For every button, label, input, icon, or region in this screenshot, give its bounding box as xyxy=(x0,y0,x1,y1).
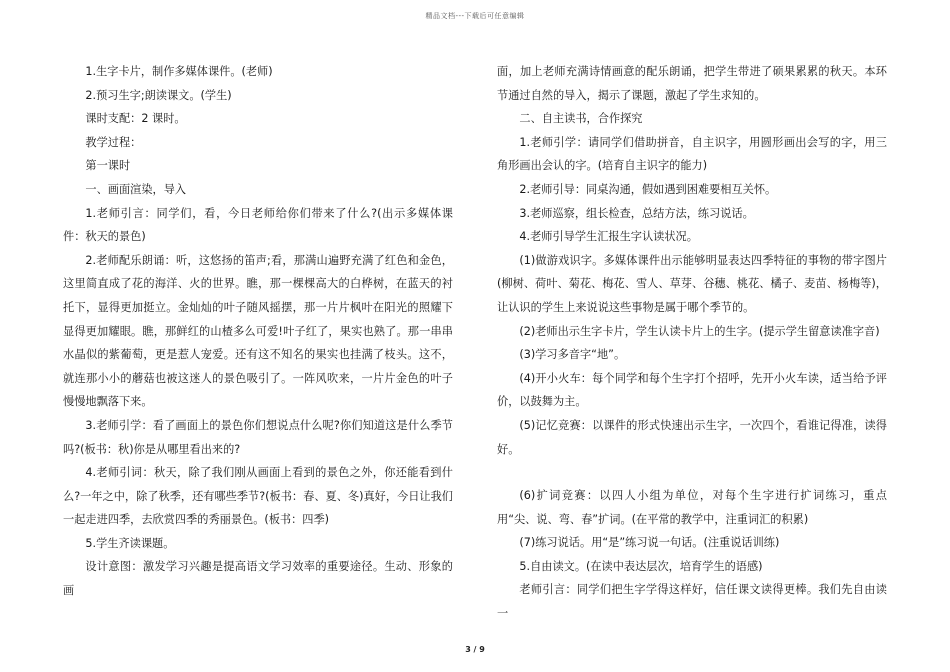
paragraph: 5.学生齐读课题。 xyxy=(85,536,175,550)
paragraph: 1.老师引言：同学们，看，今日老师给你们带来了什么?(出示多媒体课件：秋天的景色) xyxy=(63,206,453,244)
paragraph: (7)练习说话。用“是”练习说一句话。(注重说话训练) xyxy=(519,536,780,550)
blank-gap xyxy=(497,461,887,484)
paragraph: (2)老师出示生字卡片，学生认读卡片上的生字。(提示学生留意读准字音) xyxy=(519,324,880,338)
paragraph: 第一课时 xyxy=(85,159,131,173)
paragraph: (5)记忆竞赛：以课件的形式快速出示生字，一次四个，看谁记得准，读得好。 xyxy=(497,418,887,456)
paragraph: 4.老师引导学生汇报生字认读状况。 xyxy=(519,230,698,244)
paragraph: 1.生字卡片，制作多媒体课件。(老师) xyxy=(85,65,273,78)
section-heading: 一、画面渲染，导入 xyxy=(85,182,187,196)
paragraph: 面，加上老师充满诗情画意的配乐朗诵，把学生带进了硕果累累的秋天。本环节通过自然的导入，揭示了课题，激起了学生求知的。 xyxy=(497,65,887,102)
paragraph: 2.老师配乐朗诵：听，这悠扬的笛声;看，那满山遍野充满了红色和金色，这里简直成了花的海洋、火的世界。瞧，那一棵棵高大的白桦树，在蓝天的衬托下，显得更加挺立。金灿灿的叶子随风摇摆，那一片片枫叶在阳光的照耀下显得更加耀眼。瞧，那鲜红的山楂多么可爱!叶子红了，果实也熟了。那一串串水晶似的紫葡萄，更是惹人宠爱。还有这不知名的果实也挂满了枝头。这不，就连那小小的蘑菇也被这迷人的景色吸引了。一阵风吹来，一片片金色的叶子慢慢地飘落下来。 xyxy=(63,253,453,409)
paragraph: 2.老师引导：同桌沟通，假如遇到困难要相互关怀。 xyxy=(519,182,777,196)
paragraph: (1)做游戏识字。多媒体课件出示能够明显表达四季特征的事物的带字图片(柳树、荷叶、菊花、梅花、雪人、草芽、谷穗、桃花、橘子、麦苗、杨梅等)，让认识的学生上来说说这些事物是属于哪个季节的。 xyxy=(497,253,887,314)
section-heading: 二、自主读书，合作探究 xyxy=(519,112,643,126)
paragraph: (6)扩词竞赛：以四人小组为单位，对每个生字进行扩词练习，重点用“尖、说、弯、春”扩词。(在平常的教学中，注重词汇的积累) xyxy=(497,489,887,526)
paragraph: (4)开小火车：每个同学和每个生字打个招呼，先开小火车读，适当给予评价，以鼓舞为主。 xyxy=(497,371,887,409)
paragraph: 1.老师引学：请同学们借助拼音，自主识字，用圆形画出会写的字，用三角形画出会认的字。(培育自主识字的能力) xyxy=(497,135,887,173)
left-column xyxy=(63,60,453,603)
paragraph: 课时支配：2 课时。 xyxy=(85,112,186,126)
paragraph: 教学过程： xyxy=(85,135,142,149)
paragraph: 2.预习生字;朗读课文。(学生) xyxy=(85,88,232,102)
right-column xyxy=(497,60,887,626)
paragraph: 5.自由读文。(在读中表达层次，培育学生的语感) xyxy=(519,559,763,573)
page-number: 3 / 9 xyxy=(465,645,485,654)
paragraph: 设计意图：激发学习兴趣是提高语文学习效率的重要途径。生动、形象的画 xyxy=(63,560,453,598)
paragraph: 4.老师引词：秋天，除了我们刚从画面上看到的景色之外，你还能看到什么?一年之中，除了秋季，还有哪些季节?(板书：春、夏、冬)真好，今日让我们一起走进四季，去欣赏四季的秀丽景色。(板书：四季) xyxy=(63,466,453,527)
page-header: 精品文档---下载后可任意编辑 xyxy=(425,12,525,20)
paragraph: 3.老师巡察，组长检查，总结方法，练习说话。 xyxy=(519,206,754,220)
paragraph: 老师引言：同学们把生字学得这样好，信任课文读得更棒。我们先自由读一 xyxy=(497,583,887,621)
paragraph: 3.老师引学：看了画面上的景色你们想说点什么呢?你们知道这是什么季节吗?(板书：秋)你是从哪里看出来的? xyxy=(63,418,453,456)
paragraph: (3)学习多音字“地”。 xyxy=(519,348,626,362)
